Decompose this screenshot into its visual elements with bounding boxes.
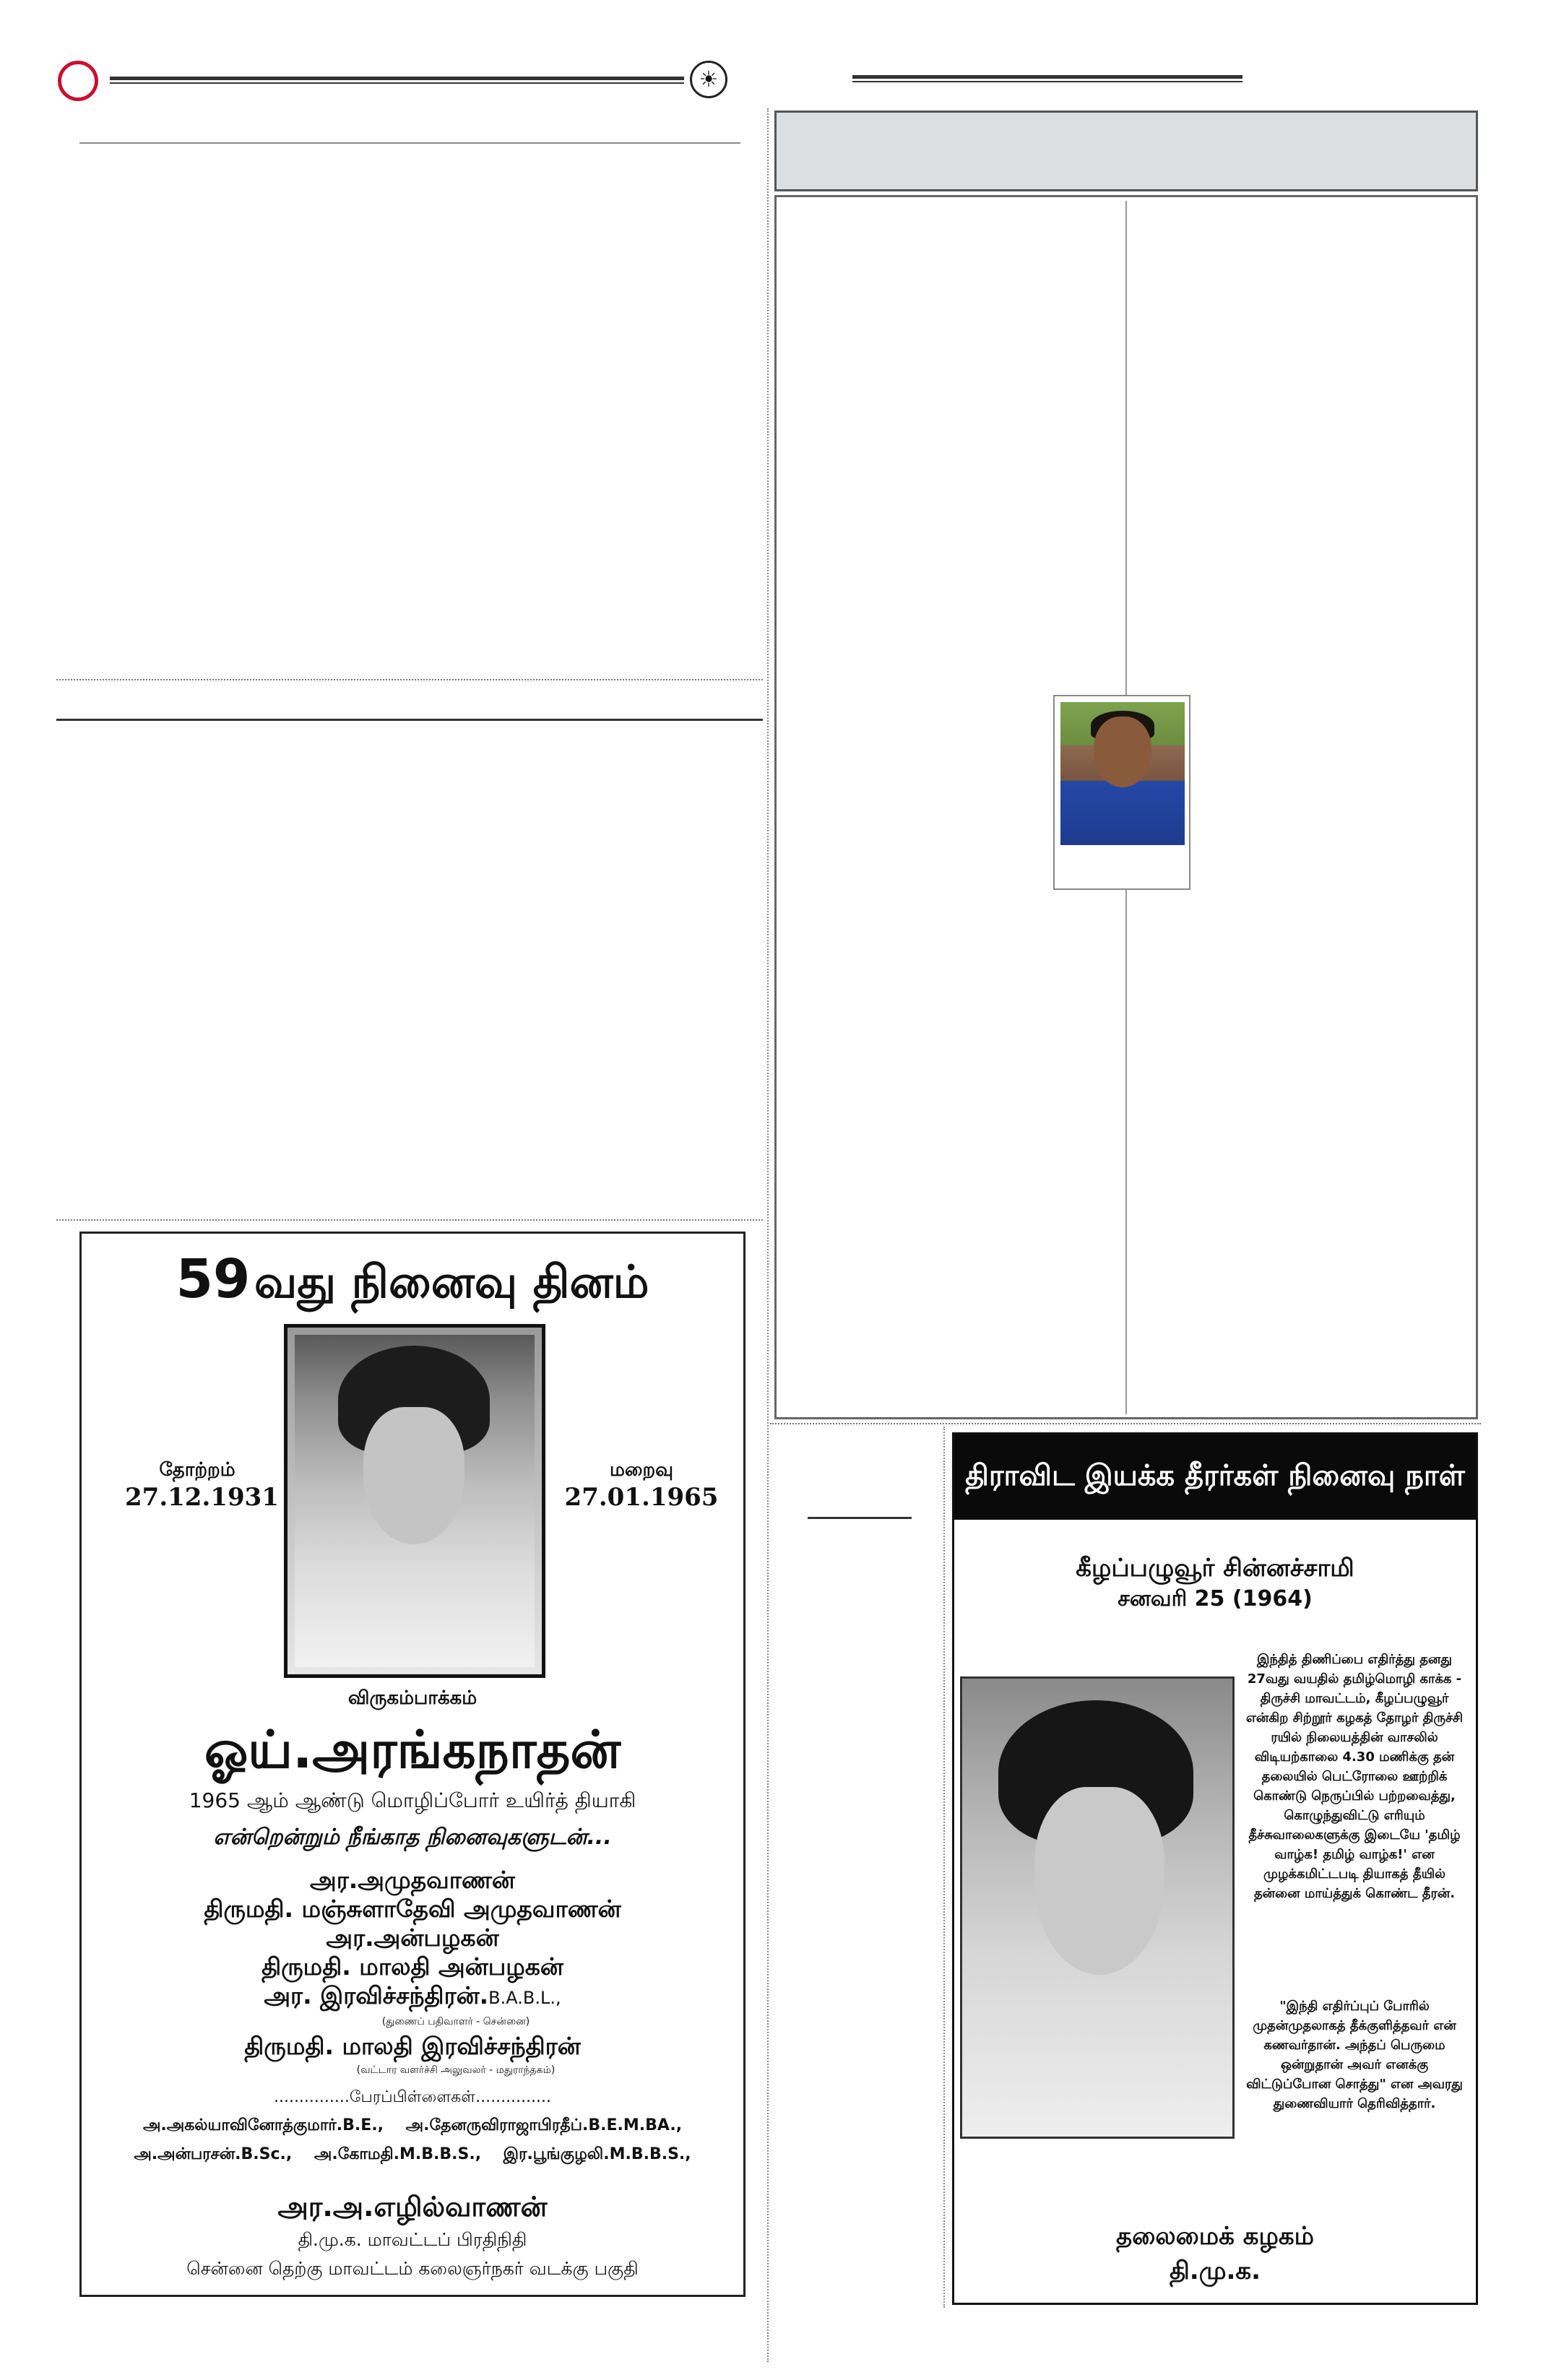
memorial-heading: 59 வது நினைவு தினம் xyxy=(176,1248,649,1310)
family-member: திருமதி. மாலதி அன்பழகன் xyxy=(262,1952,563,1981)
tribute-portrait xyxy=(960,1676,1235,2139)
right-masthead-rule xyxy=(852,75,1242,79)
malathi-ravi-note: (வட்டார வளர்ச்சி அலுவலர் - மதுராந்தகம்) xyxy=(356,2064,556,2076)
masthead-rule xyxy=(110,77,684,80)
family-member: அர.அன்பழகன் xyxy=(326,1924,499,1952)
section-header-bar xyxy=(774,111,1478,191)
memorial-portrait xyxy=(284,1324,545,1678)
rising-sun-emblem-icon: ☀ xyxy=(690,61,727,98)
memorial-tagline: என்றென்றும் நீங்காத நினைவுகளுடன்... xyxy=(213,1825,612,1850)
right-column-divider xyxy=(770,1423,1481,1424)
tribute-date: சனவரி 25 (1964) xyxy=(1118,1586,1313,1611)
portrait-photo xyxy=(1053,695,1190,890)
grandchildren-row-1: அ.அகல்யாவினோத்குமார்.B.E., அ.தேனருவிராஜாபிரதீப்.B.E.M.BA., xyxy=(142,2116,683,2134)
left-column-divider-2 xyxy=(56,1219,763,1221)
circle-icon xyxy=(58,61,98,101)
death-label: மறைவு xyxy=(609,1459,674,1481)
family-member: அர.அமுதவாணன் xyxy=(310,1866,515,1894)
death-date: 27.01.1965 xyxy=(564,1483,719,1512)
left-column-rule xyxy=(79,142,740,144)
family-member: திருமதி. மஞ்சுளாதேவி அமுதவாணன் xyxy=(204,1895,621,1923)
tribute-paragraph-1: இந்தித் திணிப்பை எதிர்த்து தனது 27வது வயதில் தமிழ்மொழி காக்க - திருச்சி மாவட்டம், கீழப்பழுவூர் என்கிற சிற்றூர் கழகத் தோழர் திருச்சி ரயில் நிலையத்தின் வாசலில் விடியற்காலை 4.30 மணிக்கு தன் தலையில் பெட்ரோலை ஊற்றிக் கொண்டு நெருப்பில் பற்றவைத்து, கொழுந்துவிட்டு எரியும் தீச்சுவாலைகளுக்கு இடையே 'தமிழ் வாழ்க! தமிழ் வாழ்க!' என முழக்கமிட்டபடி தியாகத் தீயில் தன்னை மாய்த்துக் கொண்ட தீரன். xyxy=(1245,1652,1464,1901)
family-member-ravi: அர. இரவிச்சந்திரன்.B.A.B.L., xyxy=(264,1981,561,2009)
memorial-name: ஓய்.அரங்கநாதன் xyxy=(204,1719,621,1780)
tribute-header: திராவிட இயக்க தீரர்கள் நினைவு நாள் xyxy=(954,1435,1476,1520)
grandchildren-row-2: அ.அன்பரசன்.B.Sc., அ.கோமதி.M.B.B.S., இர.பூங்குழலி.M.B.B.S., xyxy=(134,2145,691,2163)
family-list xyxy=(82,1866,743,2012)
grandchildren-label: ...............பேரப்பிள்ளைகள்............... xyxy=(273,2088,552,2106)
masthead-rule-thin xyxy=(110,82,684,84)
memorial-subtitle: 1965 ஆம் ஆண்டு மொழிப்போர் உயிர்த் தியாகி xyxy=(189,1788,636,1812)
sender-role: தி.மு.க. மாவட்டப் பிரதிநிதி xyxy=(298,2229,527,2250)
short-rule xyxy=(808,1517,912,1519)
birth-date: 27.12.1931 xyxy=(125,1483,279,1512)
left-column-section-rule xyxy=(56,719,763,721)
malathi-ravi: திருமதி. மாலதி இரவிச்சந்திரன் xyxy=(244,2032,581,2060)
tribute-footer-1: தலைமைக் கழகம் xyxy=(1116,2222,1314,2251)
right-masthead-rule-thin xyxy=(852,81,1242,82)
tribute-paragraph-2: "இந்தி எதிர்ப்புப் போரில் முதன்முதலாகத் தீக்குளித்தவர் என் கணவர்தான். அந்தப் பெருமை ஒன்றுதான் அவர் எனக்கு விட்டுப்போன சொத்து" என அவரது துணைவியார் தெரிவித்தார். xyxy=(1246,1999,1463,2111)
sender-area: சென்னை தெற்கு மாவட்டம் கலைஞர்நகர் வடக்கு பகுதி xyxy=(186,2258,639,2279)
sender-name: அர.அ.எழில்வாணன் xyxy=(277,2191,548,2223)
column-gutter xyxy=(767,108,769,2362)
tribute-advertisement xyxy=(952,1432,1478,2305)
birth-label: தோற்றம் xyxy=(159,1459,235,1481)
inner-gutter xyxy=(943,1427,945,2308)
left-column-divider xyxy=(56,679,763,680)
tribute-footer-2: தி.மு.க. xyxy=(1169,2256,1261,2285)
memorial-place: விருகம்பாக்கம் xyxy=(347,1687,477,1709)
memorial-advertisement xyxy=(79,1232,745,2297)
ravi-note: (துணைப் பதிவாளர் - சென்னை) xyxy=(381,2016,530,2028)
tribute-name: கீழப்பழுவூர் சின்னச்சாமி xyxy=(1076,1554,1354,1583)
